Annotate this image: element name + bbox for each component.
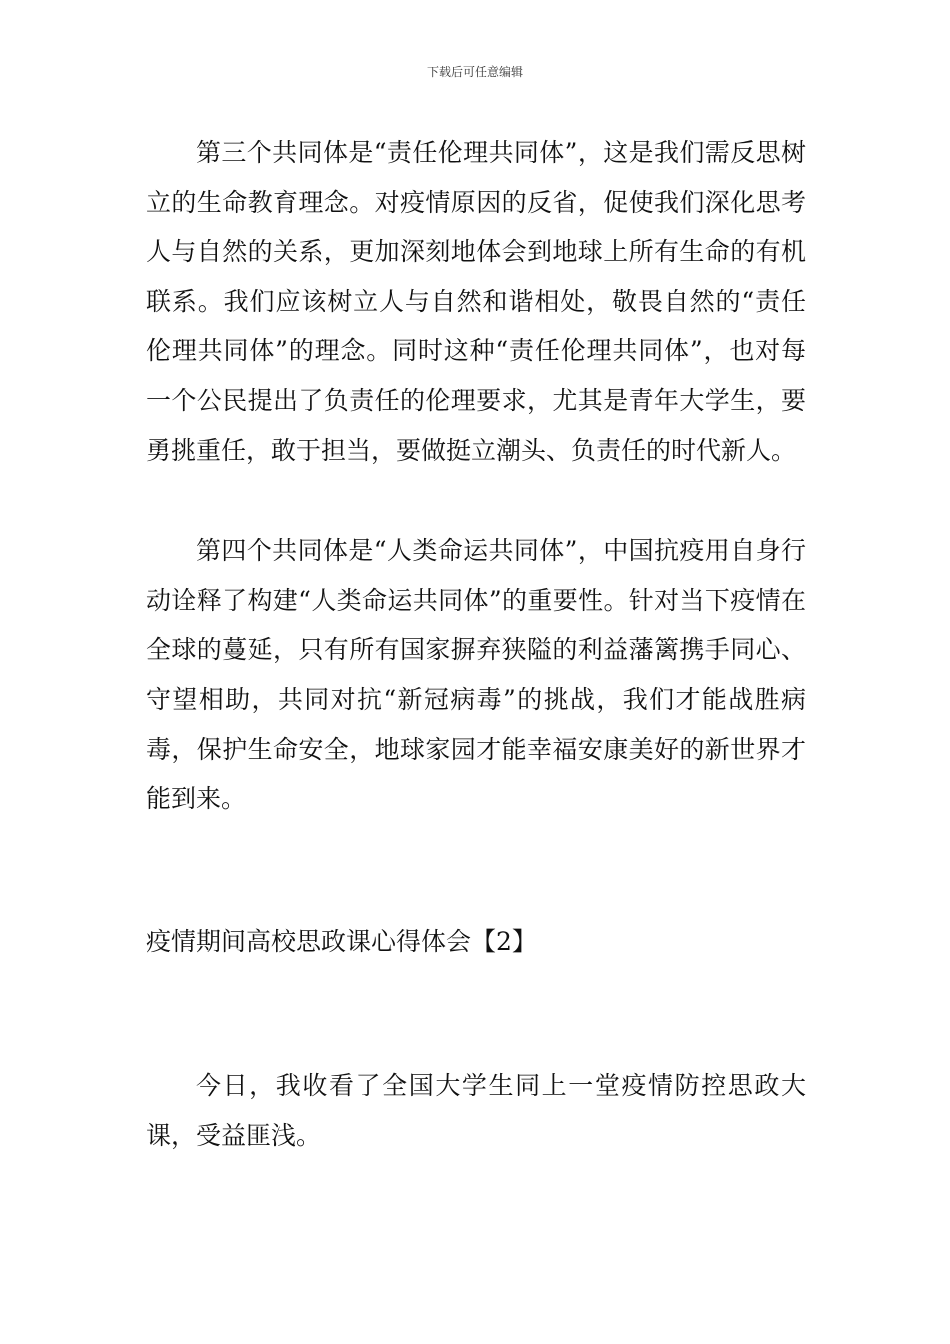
paragraph-shared-future: 第四个共同体是“人类命运共同体”，中国抗疫用自身行动诠释了构建“人类命运共同体”的重要性。针对当下疫情在全球的蔓延，只有所有国家摒弃狭隘的利益藩篱携手同心、守望相助，共同对抗“新冠病毒”的挑战，我们才能战胜病毒，保护生命安全，地球家园才能幸福安康美好的新世界才能到来。 <box>146 536 806 814</box>
paragraph-closing: 今日，我收看了全国大学生同上一堂疫情防控思政大课，受益匪浅。 <box>146 1071 806 1150</box>
paragraph-responsibility-ethics: 第三个共同体是“责任伦理共同体”，这是我们需反思树立的生命教育理念。对疫情原因的反省，促使我们深化思考人与自然的关系，更加深刻地体会到地球上所有生命的有机联系。我们应该树立人与自然和谐相处，敬畏自然的“责任伦理共同体”的理念。同时这种“责任伦理共同体”，也对每一个公民提出了负责任的伦理要求，尤其是青年大学生，要勇挑重任，敢于担当，要做挺立潮头、负责任的时代新人。 <box>146 138 806 465</box>
page-header: 下载后可任意编辑 <box>426 65 523 79</box>
section-heading: 疫情期间高校思政课心得体会【2】 <box>146 926 537 956</box>
document-body <box>146 128 806 1161</box>
